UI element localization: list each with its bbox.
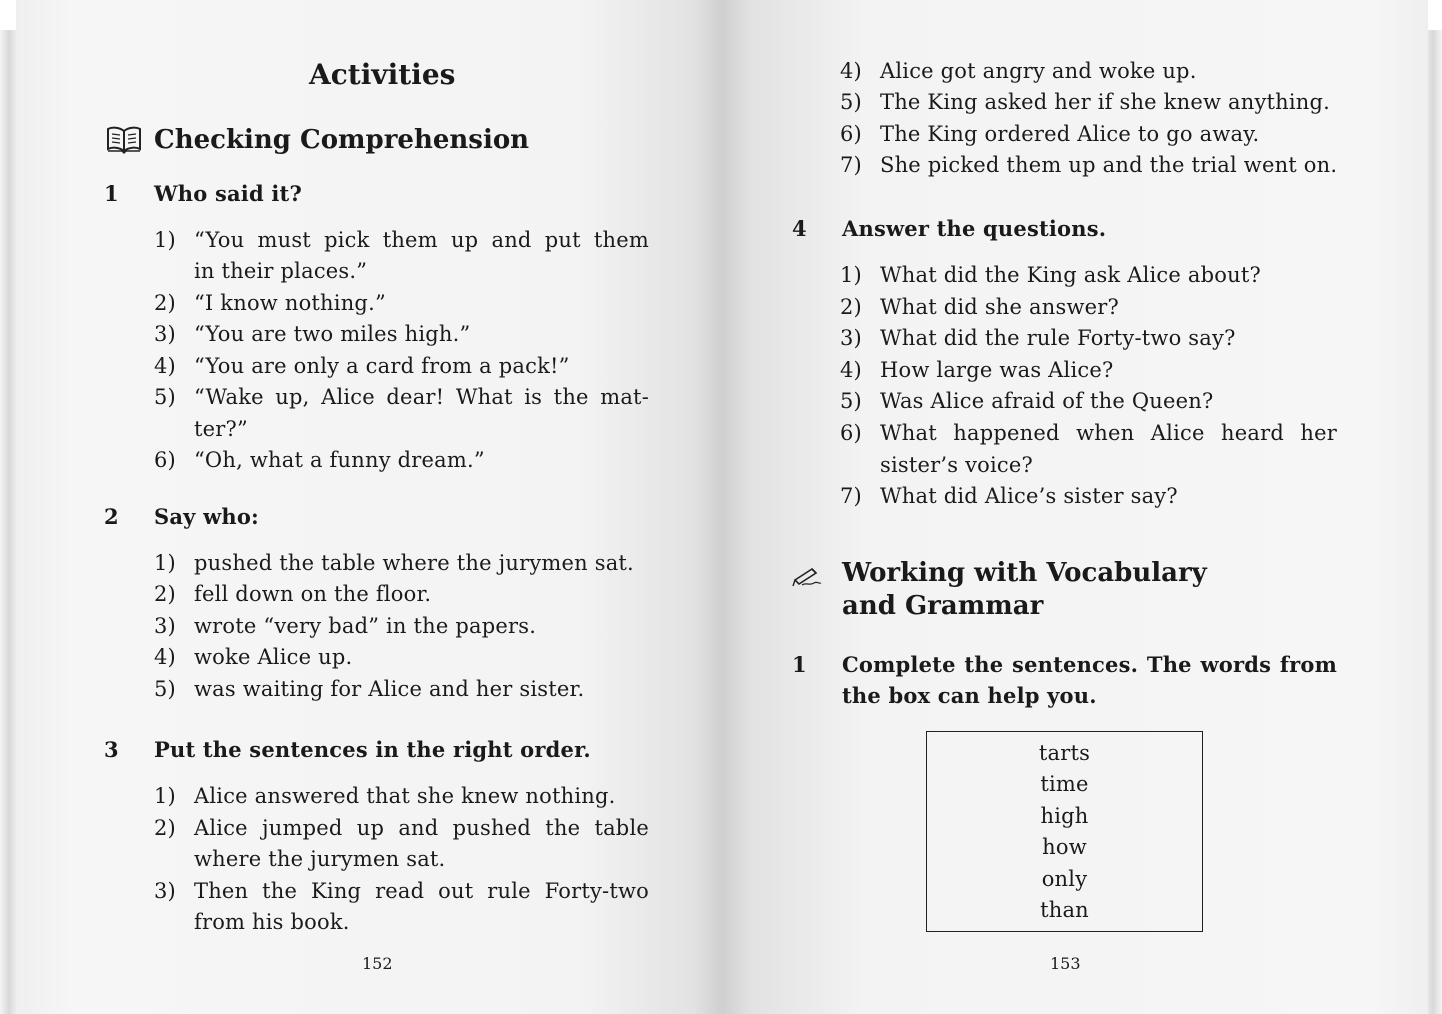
- section-heading-vocabulary-line2: and Grammar: [842, 591, 1044, 621]
- open-book-icon: [106, 125, 142, 155]
- word-box-item: how: [1042, 835, 1087, 859]
- page-number: 152: [362, 954, 393, 973]
- word-box-item: high: [1040, 804, 1089, 828]
- item-number: 4): [840, 358, 862, 382]
- word-box-item: time: [1040, 772, 1089, 796]
- exercise-instruction: Answer the questions.: [842, 216, 1107, 241]
- item-number: 7): [840, 153, 862, 177]
- exercise-number: 4: [792, 216, 807, 241]
- item-number: 4): [154, 645, 176, 669]
- item-number: 5): [154, 385, 176, 409]
- exercise-instruction: Who said it?: [154, 181, 302, 206]
- word-box: [926, 731, 1203, 932]
- item-text: sister’s voice?: [880, 453, 1033, 477]
- item-number: 5): [840, 90, 862, 114]
- word-box-item: than: [1040, 898, 1089, 922]
- item-text: The King ordered Alice to go away.: [880, 122, 1260, 146]
- item-text: woke Alice up.: [194, 645, 353, 669]
- page-number: 153: [1050, 954, 1081, 973]
- item-number: 3): [154, 879, 176, 903]
- exercise-number: 2: [104, 504, 119, 529]
- pen-writing-icon: [792, 565, 822, 587]
- item-number: 3): [154, 322, 176, 346]
- page-153: [722, 0, 1428, 1014]
- exercise-instruction: Say who:: [154, 504, 259, 529]
- word-box-item: tarts: [1038, 741, 1091, 765]
- item-text: She picked them up and the trial went on.: [880, 153, 1338, 177]
- item-text: What happened when Alice heard her: [880, 421, 1337, 445]
- item-number: 6): [840, 122, 862, 146]
- page-152: [16, 0, 722, 1014]
- item-text: where the jurymen sat.: [194, 847, 446, 871]
- item-number: 1): [840, 263, 862, 287]
- item-number: 3): [154, 614, 176, 638]
- item-number: 1): [154, 784, 176, 808]
- item-text: Was Alice afraid of the Queen?: [880, 389, 1214, 413]
- item-number: 2): [154, 816, 176, 840]
- item-number: 3): [840, 326, 862, 350]
- item-text: “Wake up, Alice dear! What is the mat-: [194, 385, 649, 409]
- item-number: 1): [154, 228, 176, 252]
- item-text: Alice jumped up and pushed the table: [194, 816, 649, 840]
- item-text: ter?”: [194, 417, 248, 441]
- item-number: 5): [154, 677, 176, 701]
- item-text: was waiting for Alice and her sister.: [194, 677, 585, 701]
- item-text: “You are two miles high.”: [194, 322, 471, 346]
- item-number: 2): [840, 295, 862, 319]
- item-text: from his book.: [194, 910, 350, 934]
- item-number: 5): [840, 389, 862, 413]
- exercise-number: 1: [792, 652, 807, 677]
- word-box-item: only: [1041, 867, 1088, 891]
- item-number: 2): [154, 291, 176, 315]
- item-text: “I know nothing.”: [194, 291, 386, 315]
- item-text: The King asked her if she knew anything.: [880, 90, 1331, 114]
- item-number: 1): [154, 551, 176, 575]
- section-heading-comprehension: Checking Comprehension: [154, 125, 530, 155]
- page-title: Activities: [309, 58, 456, 91]
- item-text: “You are only a card from a pack!”: [194, 354, 570, 378]
- exercise-instruction: Put the sentences in the right order.: [154, 737, 591, 762]
- item-number: 7): [840, 484, 862, 508]
- item-text: pushed the table where the jurymen sat.: [194, 551, 634, 575]
- item-text: What did Alice’s sister say?: [880, 484, 1178, 508]
- item-text: wrote “very bad” in the papers.: [194, 614, 537, 638]
- item-text: How large was Alice?: [880, 358, 1114, 382]
- item-number: 4): [154, 354, 176, 378]
- item-text: in their places.”: [194, 259, 368, 283]
- item-number: 2): [154, 582, 176, 606]
- item-text: What did the King ask Alice about?: [880, 263, 1261, 287]
- item-text: Alice got angry and woke up.: [880, 59, 1197, 83]
- item-number: 6): [840, 421, 862, 445]
- item-number: 6): [154, 448, 176, 472]
- item-text: fell down on the floor.: [194, 582, 432, 606]
- item-text: What did she answer?: [880, 295, 1119, 319]
- exercise-instruction: the box can help you.: [842, 683, 1097, 708]
- section-heading-vocabulary: Working with Vocabulary: [842, 558, 1207, 588]
- item-text: “Oh, what a funny dream.”: [194, 448, 485, 472]
- exercise-instruction: Complete the sentences. The words from: [842, 652, 1337, 677]
- item-number: 4): [840, 59, 862, 83]
- exercise-number: 1: [104, 181, 119, 206]
- exercise-number: 3: [104, 737, 119, 762]
- item-text: “You must pick them up and put them: [194, 228, 649, 252]
- item-text: Then the King read out rule Forty-two: [194, 879, 649, 903]
- item-text: What did the rule Forty-two say?: [880, 326, 1236, 350]
- item-text: Alice answered that she knew nothing.: [194, 784, 616, 808]
